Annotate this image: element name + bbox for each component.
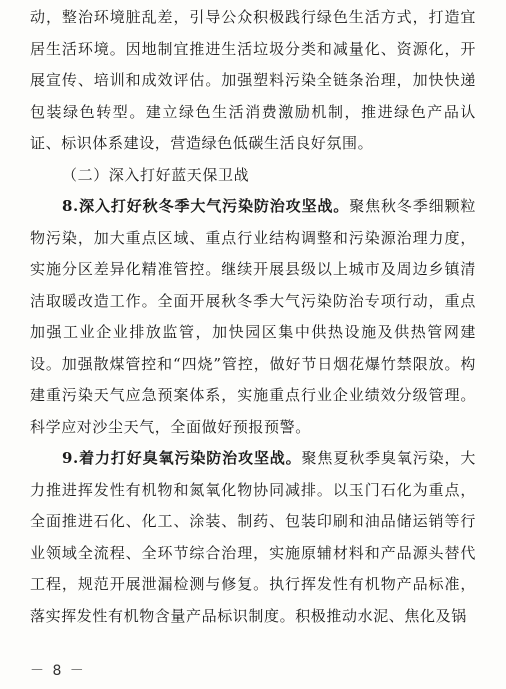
- section-heading-blue-sky: （二）深入打好蓝天保卫战: [62, 165, 250, 184]
- item-9-body: 聚焦夏秋季臭氧污染，大力推进挥发性有机物和氮氧化物协同减排。以玉门石化为重点，全面推进石化、化工、涂装、制药、包装印刷和油品储运销等行业领域全流程、全环节综合治理，实施原辅材料和产品源头替代工程，规范开展泄漏检测与修复。执行挥发性有机物产品标准，落实挥发性有机物含量产品标识制度。积极推动水泥、焦化及锅: [30, 449, 476, 625]
- page-number: － 8 －: [30, 663, 86, 679]
- document-page: [30, 0, 476, 632]
- item-9-title: 9.着力打好臭氧污染防治攻坚战。: [62, 449, 302, 467]
- item-8-title: 8.深入打好秋冬季大气污染防治攻坚战。: [62, 197, 350, 215]
- paragraph-green-living: 动，整治环境脏乱差，引导公众积极践行绿色生活方式，打造宜居生活环境。因地制宜推进生活垃圾分类和减量化、资源化，开展宣传、培训和成效评估。加强塑料污染全链条治理，加快快递包装绿色转型。建立绿色生活消费激励机制，推进绿色产品认证、标识体系建设，营造绿色低碳生活良好氛围。: [30, 8, 476, 152]
- paragraph-item-9: [30, 443, 476, 632]
- paragraph-item-8: [30, 191, 476, 443]
- item-8-body: 聚焦秋冬季细颗粒物污染，加大重点区域、重点行业结构调整和污染源治理力度，实施分区差异化精准管控。继续开展县级以上城市及周边乡镇清洁取暖改造工作。全面开展秋冬季大气污染防治专项行动，重点加强工业企业排放监管，加快园区集中供热设施及供热管网建设。加强散煤管控和“四烧”管控，做好节日烟花爆竹禁限放。构建重污染天气应急预案体系，实施重点行业企业绩效分级管理。科学应对沙尘天气，全面做好预报预警。: [30, 197, 476, 436]
